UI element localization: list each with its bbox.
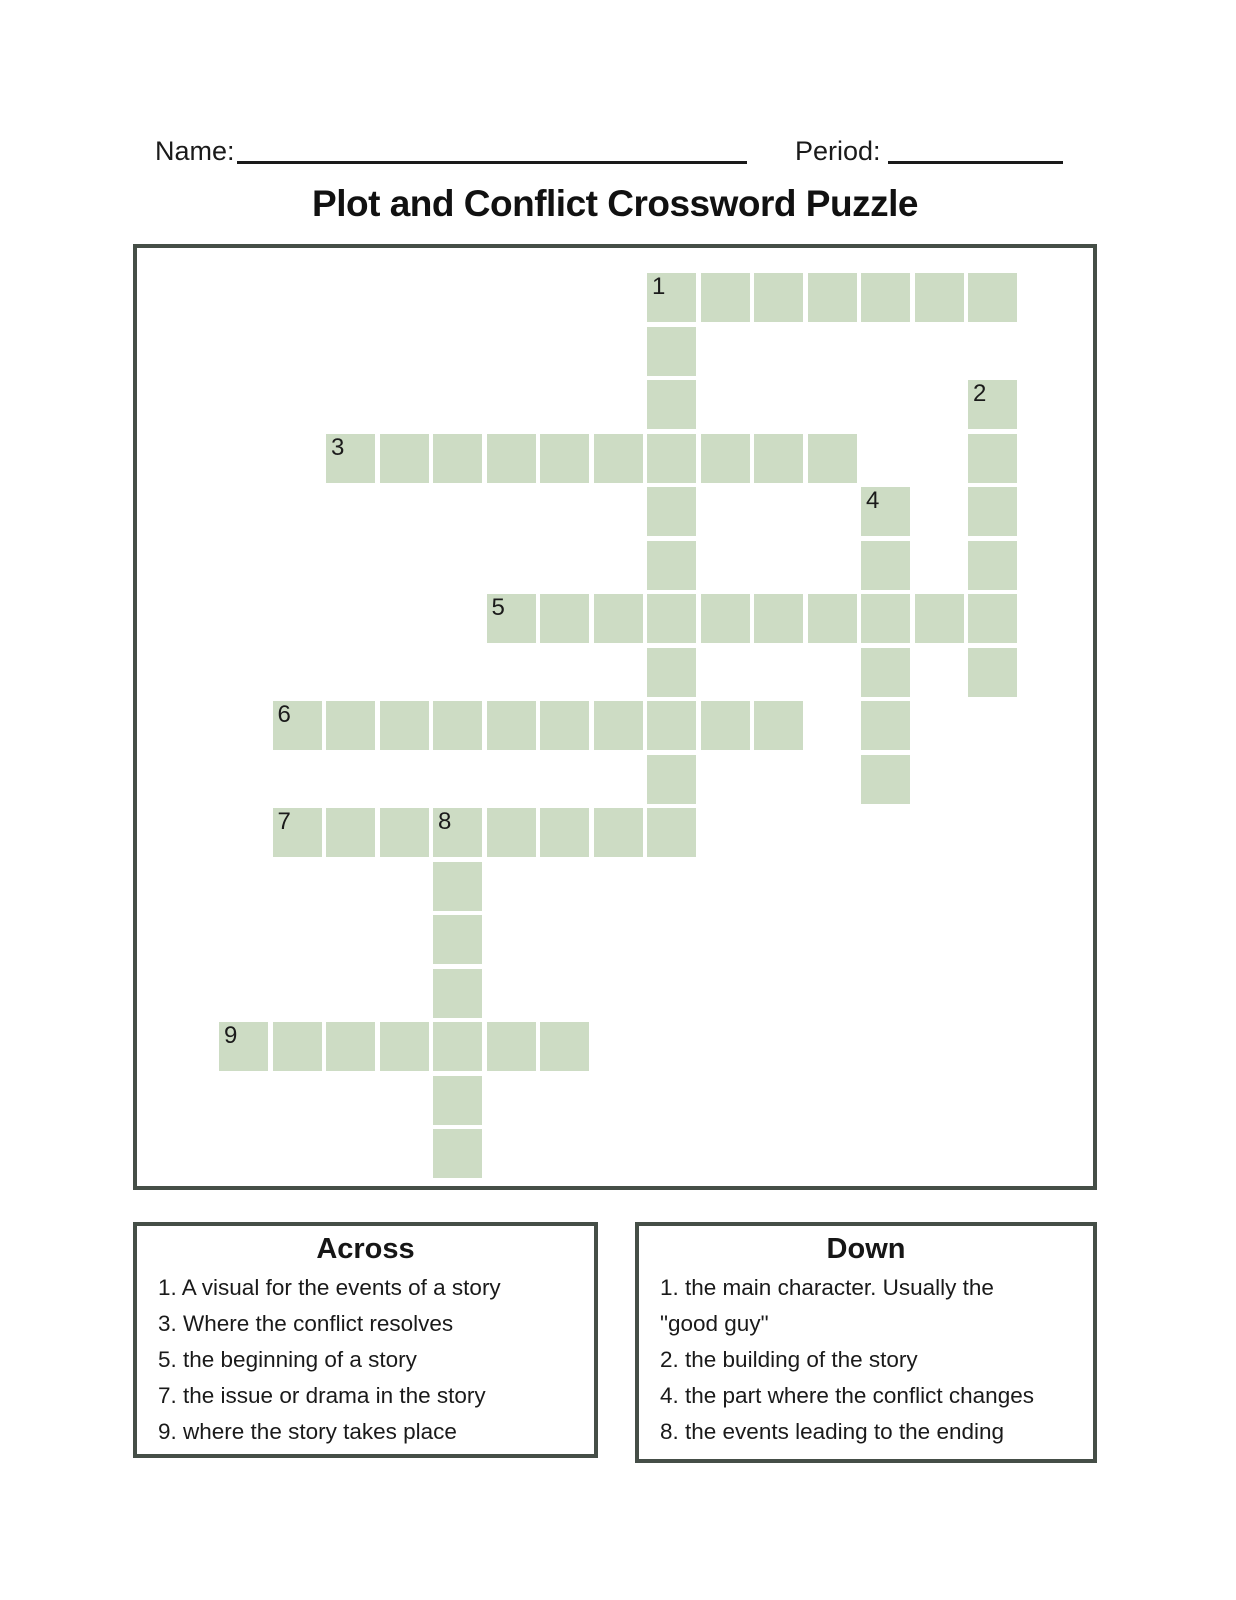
- crossword-cell[interactable]: [915, 273, 964, 322]
- clue-item: [158, 1378, 594, 1414]
- page-title: Plot and Conflict Crossword Puzzle: [312, 183, 918, 224]
- cell-number: 6: [277, 701, 291, 728]
- crossword-cell[interactable]: [754, 434, 803, 483]
- crossword-cell[interactable]: [487, 1022, 536, 1071]
- across-clue-list: [137, 1270, 594, 1450]
- crossword-cell[interactable]: [433, 1022, 482, 1071]
- crossword-cell[interactable]: [380, 1022, 429, 1071]
- crossword-cell[interactable]: [647, 701, 696, 750]
- crossword-cell[interactable]: [861, 541, 910, 590]
- crossword-cell[interactable]: [326, 808, 375, 857]
- crossword-cell[interactable]: [487, 701, 536, 750]
- crossword-cell[interactable]: [754, 594, 803, 643]
- crossword-cell[interactable]: [647, 755, 696, 804]
- crossword-cell[interactable]: [861, 487, 910, 536]
- crossword-cell[interactable]: [701, 273, 750, 322]
- crossword-cell[interactable]: [380, 808, 429, 857]
- clue-line: "good guy": [660, 1311, 769, 1336]
- crossword-cell[interactable]: [754, 701, 803, 750]
- name-label: Name:: [155, 136, 235, 166]
- crossword-cell[interactable]: [433, 1129, 482, 1178]
- clue-item: [660, 1270, 1093, 1342]
- clue-item: [158, 1270, 594, 1306]
- crossword-cell[interactable]: [647, 327, 696, 376]
- crossword-cell[interactable]: [594, 701, 643, 750]
- crossword-cell[interactable]: [861, 594, 910, 643]
- crossword-cell[interactable]: [540, 808, 589, 857]
- clue-line: 7. the issue or drama in the story: [158, 1383, 486, 1408]
- crossword-cell[interactable]: [487, 808, 536, 857]
- across-title: Across: [316, 1233, 415, 1265]
- crossword-cell[interactable]: [968, 594, 1017, 643]
- crossword-cell[interactable]: [915, 594, 964, 643]
- crossword-cell[interactable]: [273, 808, 322, 857]
- across-clues-box: [133, 1222, 598, 1458]
- crossword-cell[interactable]: [594, 594, 643, 643]
- crossword-cell[interactable]: [433, 969, 482, 1018]
- clue-line: 1. A visual for the events of a story: [158, 1275, 501, 1300]
- crossword-cell[interactable]: [380, 701, 429, 750]
- clue-item: [660, 1378, 1093, 1414]
- crossword-cell[interactable]: [433, 434, 482, 483]
- crossword-cell[interactable]: [326, 434, 375, 483]
- crossword-cell[interactable]: [433, 1076, 482, 1125]
- crossword-cell[interactable]: [594, 808, 643, 857]
- clue-line: 2. the building of the story: [660, 1347, 918, 1372]
- crossword-cell[interactable]: [380, 434, 429, 483]
- crossword-cell[interactable]: [594, 434, 643, 483]
- name-blank-field[interactable]: [237, 161, 747, 164]
- crossword-cell[interactable]: [968, 273, 1017, 322]
- crossword-cell[interactable]: [647, 434, 696, 483]
- crossword-cell[interactable]: [701, 701, 750, 750]
- cell-number: 9: [224, 1022, 238, 1049]
- crossword-cell[interactable]: [647, 380, 696, 429]
- cell-number: 4: [866, 487, 880, 514]
- clue-line: 4. the part where the conflict changes: [660, 1383, 1034, 1408]
- crossword-cell[interactable]: [647, 541, 696, 590]
- crossword-cell[interactable]: [861, 701, 910, 750]
- crossword-cell[interactable]: [433, 915, 482, 964]
- crossword-cell[interactable]: [540, 594, 589, 643]
- crossword-cell[interactable]: [861, 755, 910, 804]
- crossword-cell[interactable]: [647, 648, 696, 697]
- down-clue-list: [639, 1270, 1093, 1450]
- period-label: Period:: [795, 136, 881, 166]
- crossword-cell[interactable]: [968, 487, 1017, 536]
- crossword-cell[interactable]: [326, 701, 375, 750]
- crossword-cell[interactable]: [808, 273, 857, 322]
- clue-line: 3. Where the conflict resolves: [158, 1311, 454, 1336]
- crossword-cell[interactable]: [647, 808, 696, 857]
- crossword-cell[interactable]: [701, 434, 750, 483]
- clue-item: [660, 1342, 1093, 1378]
- crossword-cell[interactable]: [754, 273, 803, 322]
- clue-item: [158, 1342, 594, 1378]
- crossword-cell[interactable]: [647, 487, 696, 536]
- crossword-grid-box: [133, 244, 1097, 1190]
- clue-line: 5. the beginning of a story: [158, 1347, 417, 1372]
- crossword-cell[interactable]: [540, 701, 589, 750]
- crossword-cell[interactable]: [273, 1022, 322, 1071]
- crossword-cell[interactable]: [968, 648, 1017, 697]
- cell-number: 8: [438, 808, 452, 835]
- cell-number: 2: [973, 380, 987, 407]
- clue-item: [660, 1414, 1093, 1450]
- crossword-cell[interactable]: [647, 273, 696, 322]
- cell-number: 3: [331, 433, 345, 461]
- crossword-cell[interactable]: [861, 273, 910, 322]
- clue-item: [158, 1306, 594, 1342]
- crossword-cell[interactable]: [540, 434, 589, 483]
- clue-line: 1. the main character. Usually the: [660, 1275, 994, 1300]
- crossword-cell[interactable]: [273, 701, 322, 750]
- crossword-cell[interactable]: [433, 862, 482, 911]
- down-clues-box: [635, 1222, 1097, 1463]
- crossword-cell[interactable]: [647, 594, 696, 643]
- crossword-cell[interactable]: [433, 808, 482, 857]
- crossword-cell[interactable]: [808, 434, 857, 483]
- down-title: Down: [826, 1233, 906, 1265]
- clue-line: 9. where the story takes place: [158, 1419, 457, 1444]
- crossword-cell[interactable]: [968, 380, 1017, 429]
- crossword-cell[interactable]: [808, 594, 857, 643]
- crossword-cell[interactable]: [487, 594, 536, 643]
- crossword-cell[interactable]: [968, 541, 1017, 590]
- crossword-cell[interactable]: [326, 1022, 375, 1071]
- period-blank-field[interactable]: [888, 161, 1063, 164]
- cell-number: 5: [491, 594, 505, 621]
- crossword-cell[interactable]: [433, 701, 482, 750]
- cell-number: 7: [277, 808, 291, 835]
- cell-number: 1: [652, 273, 666, 300]
- crossword-cell[interactable]: [487, 434, 536, 483]
- clue-line: 8. the events leading to the ending: [660, 1419, 1005, 1444]
- clue-item: [158, 1414, 594, 1450]
- crossword-cell[interactable]: [219, 1022, 268, 1071]
- crossword-cell[interactable]: [968, 434, 1017, 483]
- crossword-cell[interactable]: [861, 648, 910, 697]
- crossword-cell[interactable]: [540, 1022, 589, 1071]
- crossword-cell[interactable]: [701, 594, 750, 643]
